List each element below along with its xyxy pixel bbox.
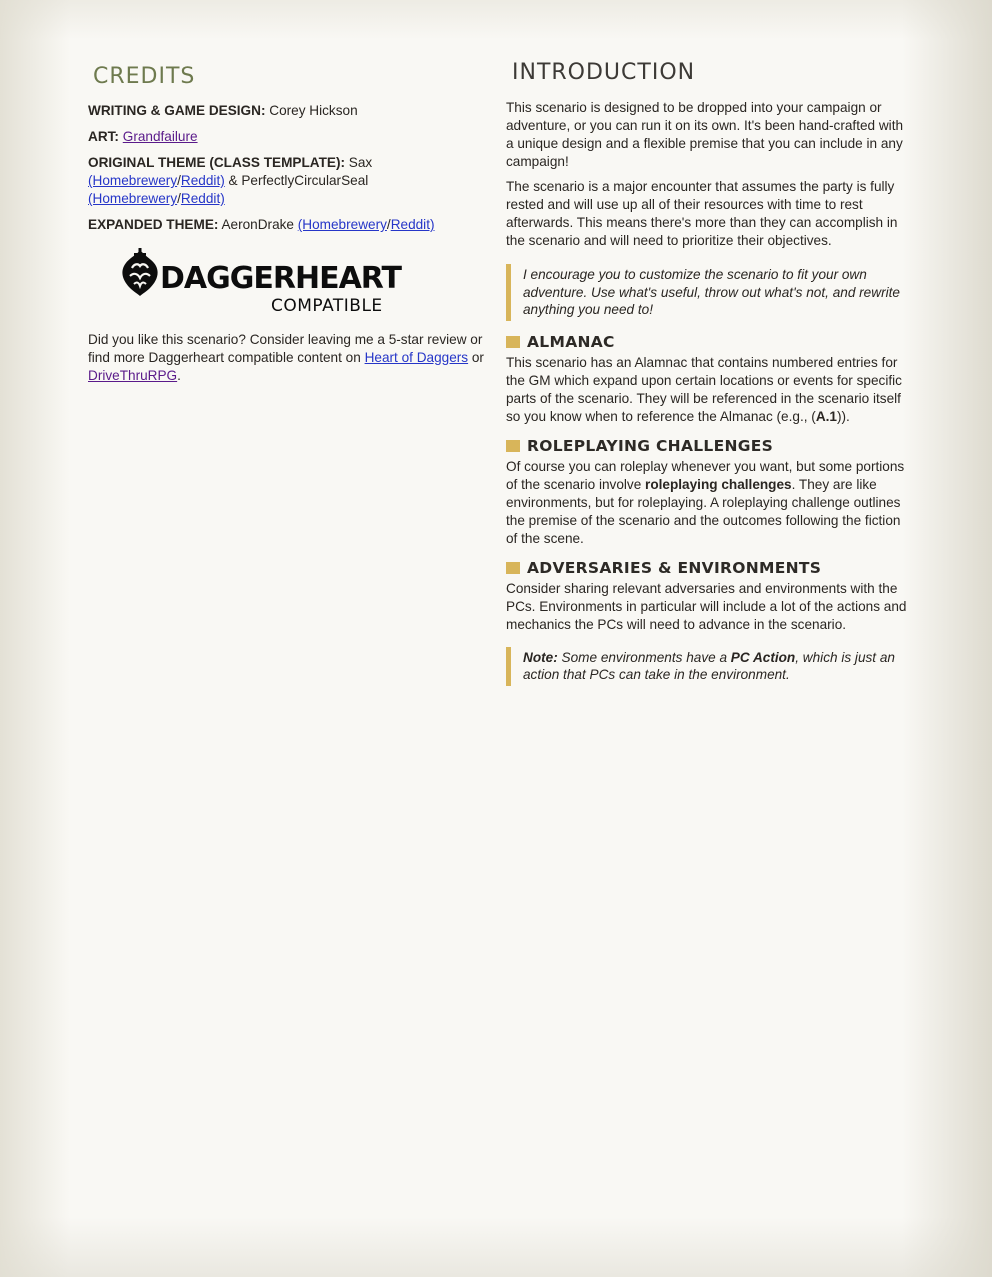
link-separator: / bbox=[177, 173, 181, 188]
expanded-value: AeronDrake bbox=[218, 217, 298, 232]
link-separator: / bbox=[177, 191, 181, 206]
writing-credit bbox=[88, 102, 488, 120]
note-label: Note: bbox=[523, 649, 558, 665]
art-credit bbox=[88, 128, 488, 146]
introduction-heading: INTRODUCTION bbox=[512, 60, 696, 85]
drivethrurpg-link[interactable]: DriveThruRPG bbox=[88, 368, 178, 383]
expanded-homebrewery-link[interactable]: (Homebrewery bbox=[297, 217, 387, 232]
expanded-label: EXPANDED THEME: bbox=[88, 217, 219, 232]
original-homebrewery-link-2[interactable]: (Homebrewery bbox=[88, 191, 178, 206]
writing-value: Corey Hickson bbox=[265, 103, 358, 118]
roleplaying-text-a: Of course you can roleplay whenever you want, but some portions of the scenario involve bbox=[506, 458, 905, 492]
almanac-paragraph bbox=[506, 354, 908, 426]
almanac-text-b: )). bbox=[836, 408, 850, 424]
note-bold: PC Action bbox=[730, 649, 796, 665]
review-or: or bbox=[468, 350, 484, 365]
roleplaying-paragraph bbox=[506, 458, 908, 548]
section-marker-icon bbox=[506, 562, 520, 574]
dagger-heart-icon bbox=[118, 248, 164, 298]
heart-of-daggers-link[interactable]: Heart of Daggers bbox=[364, 350, 469, 365]
note-callout bbox=[506, 647, 908, 686]
roleplaying-text-b: . They are like environments, but for roleplaying. A roleplaying challenge outlines the premise of the scenario and the outcomes following the fiction of the scene. bbox=[506, 476, 901, 546]
credits-column bbox=[88, 66, 488, 385]
note-text-a: Some environments have a bbox=[557, 649, 731, 665]
intro-paragraph-1: This scenario is designed to be dropped into your campaign or adventure, or you can run it on its own. It's been hand-crafted with a unique design and a flexible premise that you can include in any campaign! bbox=[506, 100, 904, 169]
original-reddit-link-2[interactable]: Reddit) bbox=[180, 191, 225, 206]
almanac-heading: ALMANAC bbox=[527, 332, 615, 351]
note-text-b: , which is just an action that PCs can take in the environment. bbox=[523, 649, 895, 682]
roleplaying-header bbox=[506, 436, 908, 456]
section-marker-icon bbox=[506, 440, 520, 452]
advice-callout: I encourage you to customize the scenario to fit your own adventure. Use what's useful, throw out what's not, and rewrite anything you need to! bbox=[506, 264, 908, 321]
expanded-reddit-link[interactable]: Reddit) bbox=[390, 217, 435, 232]
section-marker-icon bbox=[506, 336, 520, 348]
almanac-header bbox=[506, 332, 908, 352]
original-mid: & PerfectlyCircularSeal bbox=[224, 173, 369, 188]
almanac-text-a: This scenario has an Alamnac that contains numbered entries for the GM which expand upon certain locations or events for specific parts of the scenario. They will be referenced in the scenario itself so you know when to reference the Almanac (e.g., ( bbox=[506, 354, 902, 424]
expanded-theme-credit bbox=[88, 216, 488, 234]
intro-paragraph-2: The scenario is a major encounter that assumes the party is fully rested and will use up all of their resources with time to rest afterwards. This means there's more than they can accomplish in the scenario and will need to prioritize their objectives. bbox=[506, 179, 898, 248]
original-reddit-link-1[interactable]: Reddit) bbox=[180, 173, 225, 188]
adversaries-header bbox=[506, 558, 908, 578]
logo-wordmark: DAGGERHEART bbox=[160, 261, 401, 296]
introduction-column bbox=[506, 62, 908, 686]
art-label: ART: bbox=[88, 129, 119, 144]
roleplaying-bold: roleplaying challenges bbox=[645, 476, 792, 492]
link-separator: / bbox=[386, 217, 391, 232]
original-theme-credit bbox=[88, 154, 488, 208]
original-label: ORIGINAL THEME (CLASS TEMPLATE): bbox=[88, 155, 346, 170]
adversaries-paragraph: Consider sharing relevant adversaries and environments with the PCs. Environments in particular will include a lot of the actions and mechanics the PCs will need to advance in the scenario. bbox=[506, 580, 907, 632]
writing-label: WRITING & GAME DESIGN: bbox=[88, 103, 266, 118]
review-paragraph bbox=[88, 331, 488, 385]
original-value: Sax bbox=[345, 155, 373, 170]
almanac-ref: A.1 bbox=[815, 408, 837, 424]
review-text: Did you like this scenario? Consider leaving me a 5-star review or find more Daggerheart compatible content on bbox=[88, 332, 483, 365]
daggerheart-compatible-logo bbox=[118, 248, 418, 318]
logo-subtitle: COMPATIBLE bbox=[271, 296, 383, 316]
credits-heading: CREDITS bbox=[93, 64, 196, 89]
adversaries-heading: ADVERSARIES & ENVIRONMENTS bbox=[527, 558, 822, 577]
art-link[interactable]: Grandfailure bbox=[122, 129, 198, 144]
roleplaying-heading: ROLEPLAYING CHALLENGES bbox=[527, 436, 774, 455]
review-end: . bbox=[177, 368, 181, 383]
original-homebrewery-link-1[interactable]: (Homebrewery bbox=[88, 173, 178, 188]
